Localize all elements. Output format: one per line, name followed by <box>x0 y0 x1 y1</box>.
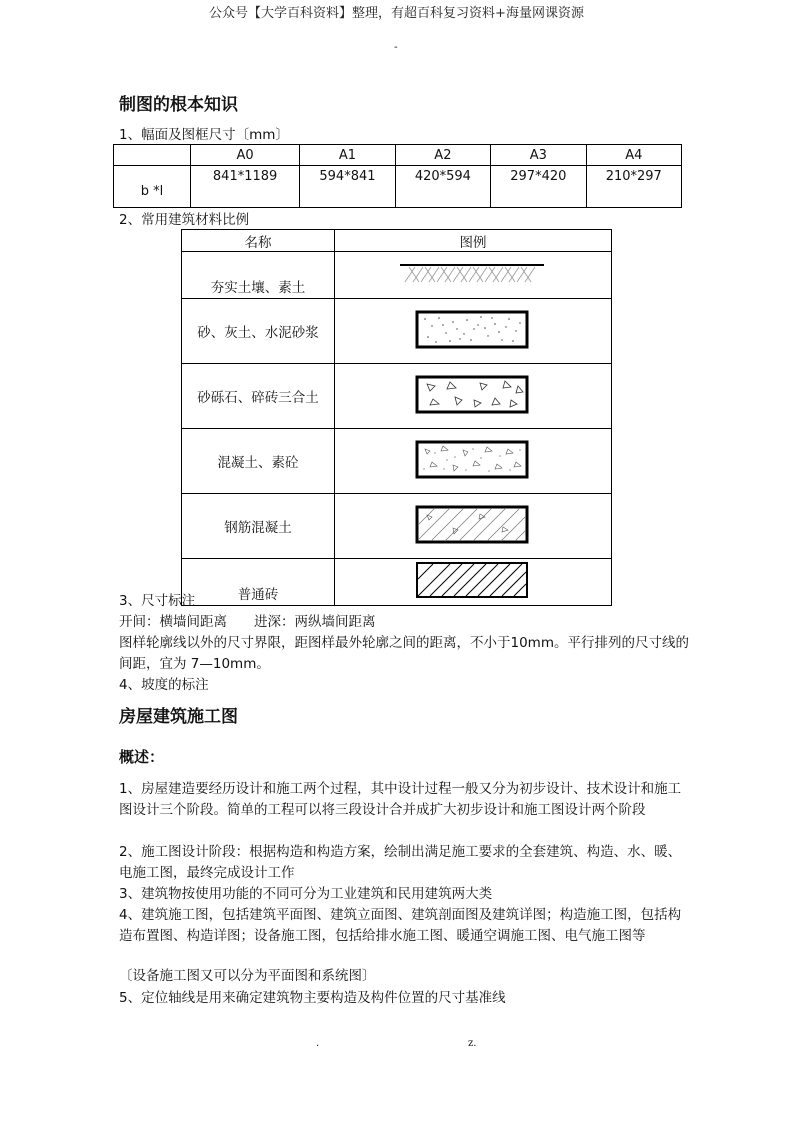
size-header-a3: A3 <box>491 145 586 166</box>
item-2-label: 2、常用建筑材料比例 <box>119 212 250 228</box>
brick-hatch-icon <box>335 559 611 601</box>
item-4-label: 4、坡度的标注 <box>119 677 209 693</box>
size-value-a3: 297*420 <box>491 166 586 208</box>
size-value-a2: 420*594 <box>395 166 490 208</box>
material-name-concrete: 混凝土、素砼 <box>182 429 335 494</box>
item-3-label: 3、尺寸标注 <box>119 593 196 609</box>
size-header-a2: A2 <box>395 145 490 166</box>
overview-paragraph-3: 3、建筑物按使用功能的不同可分为工业建筑和民用建筑两大类 <box>119 886 493 902</box>
page-header: 公众号【大学百科资料】整理，有超百科复习资料+海量网课资源 <box>209 6 584 21</box>
reinforced-concrete-pattern-icon <box>335 494 611 554</box>
concrete-pattern-icon <box>335 429 611 489</box>
material-header-pattern: 图例 <box>335 230 612 252</box>
overview-title: 概述： <box>119 748 165 766</box>
paper-size-table <box>113 144 682 208</box>
material-name-gravel: 砂砾石、碎砖三合土 <box>182 364 335 429</box>
material-pattern-sand <box>335 299 612 364</box>
sand-pattern-icon <box>335 299 611 359</box>
size-row-label: b *l <box>114 166 191 208</box>
material-name-earth: 夯实土壤、素土 <box>182 252 335 299</box>
size-value-a0: 841*1189 <box>191 166 300 208</box>
gravel-pattern-icon <box>335 364 611 424</box>
overview-paragraph-6: 5、定位轴线是用来确定建筑物主要构造及构件位置的尺寸基准线 <box>119 990 506 1006</box>
overview-paragraph-2: 2、施工图设计阶段：根据构造和构造方案，绘制出满足施工要求的全套建筑、构造、水、暖、电施工图，最终完成设计工作 <box>119 844 682 881</box>
earth-hatch-icon <box>335 252 611 294</box>
item-1-label: 1、幅面及图框尺寸〔mm〕 <box>119 127 289 143</box>
overview-paragraph-5: 〔设备施工图又可以分为平面图和系统图〕 <box>119 968 376 984</box>
material-pattern-concrete <box>335 429 612 494</box>
header-dash: - <box>394 42 398 53</box>
footer-right-mark: z. <box>468 1038 477 1049</box>
size-header-a4: A4 <box>586 145 681 166</box>
material-pattern-reinforced-concrete <box>335 494 612 559</box>
section-title-construction-drawings: 房屋建筑施工图 <box>119 707 238 727</box>
item-3-line-1: 开间：横墙间距离 进深：两纵墙间距离 <box>119 614 376 630</box>
material-name-brick: 普通砖 <box>182 559 335 606</box>
size-header-a1: A1 <box>300 145 395 166</box>
footer-left-mark: . <box>316 1038 320 1049</box>
size-header-a0: A0 <box>191 145 300 166</box>
material-name-reinforced-concrete: 钢筋混凝土 <box>182 494 335 559</box>
material-legend-table <box>181 229 612 606</box>
overview-paragraph-1: 1、房屋建造要经历设计和施工两个过程，其中设计过程一般又分为初步设计、技术设计和施工图设计三个阶段。简单的工程可以将三段设计合并成扩大初步设计和施工图设计两个阶段 <box>119 781 682 818</box>
material-pattern-brick <box>335 559 612 606</box>
section-title-drawing-basics: 制图的根本知识 <box>119 95 238 115</box>
size-value-a4: 210*297 <box>586 166 681 208</box>
material-pattern-gravel <box>335 364 612 429</box>
material-pattern-earth <box>335 252 612 299</box>
size-value-a1: 594*841 <box>300 166 395 208</box>
material-header-name: 名称 <box>182 230 335 252</box>
material-name-sand: 砂、灰土、水泥砂浆 <box>182 299 335 364</box>
item-3-paragraph: 图样轮廓线以外的尺寸界限，距图样最外轮廓之间的距离，不小于10mm。平行排列的尺寸线的间距，宜为 7—10mm。 <box>119 635 689 672</box>
overview-paragraph-4: 4、建筑施工图，包括建筑平面图、建筑立面图、建筑剖面图及建筑详图；构造施工图，包括构造布置图、构造详图；设备施工图，包括给排水施工图、暖通空调施工图、电气施工图等 <box>119 907 682 944</box>
size-table-corner <box>114 145 191 166</box>
